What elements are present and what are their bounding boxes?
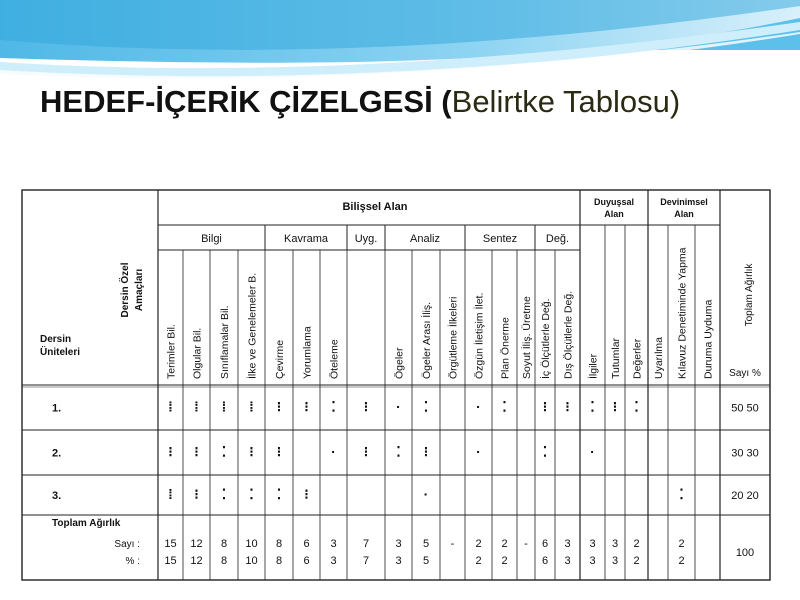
count-pct-header: Sayı % [729,368,761,379]
group-label: Kavrama [283,233,329,245]
footer-total: 100 [735,547,755,559]
footer-pct: 8 [275,555,283,567]
footer-title: Toplam Ağırlık [52,518,121,529]
footer-count: 5 [422,538,430,550]
footer-pct: 3 [330,555,337,567]
tally-mark: ⁚ [221,486,227,502]
row-label: 1. [52,402,62,415]
tally-mark: ⁝ [565,398,570,415]
tally-mark: · [396,398,401,415]
column-label: Tutumlar [610,337,622,379]
tally-mark: ⁝ [363,443,369,460]
tally-mark: ⁝ [276,443,282,460]
tally-mark: ⁚ [502,398,507,415]
footer-count: 10 [245,538,258,550]
column-label: Ögeler [393,347,406,379]
row-total: 30 30 [731,447,759,460]
corner-header-bottom: Dersin [40,334,72,345]
column-label: Dış Ölçütlerle Değ. [562,290,575,379]
tally-mark: ⁞ [221,398,227,415]
footer-count: 8 [275,538,283,550]
tally-mark: ⁞ [249,398,254,415]
tally-mark: · [476,398,481,415]
footer-count: 6 [541,538,549,550]
footer-pct: 6 [303,555,310,567]
footer-pct: 3 [564,555,571,567]
footer-pct: 8 [220,555,228,567]
footer-pct: 6 [541,555,549,567]
group-label: Sentez [482,233,518,245]
tally-mark: ⁝ [423,443,429,460]
row-label: 3. [52,490,62,502]
group-label: Analiz [410,233,440,245]
domain-label-devinimsel: Alan [674,209,694,219]
footer-pct-label: % : [125,556,140,567]
domain-label-bilissel: Bilişsel Alan [342,201,408,213]
footer-pct: 2 [501,555,508,567]
tally-mark: ⁝ [168,443,173,460]
footer-pct: 12 [190,555,203,567]
tally-mark: ⁚ [542,443,548,460]
footer-count: 15 [164,538,177,550]
footer-count: 12 [190,538,203,550]
tally-mark: ⁞ [194,398,199,415]
total-header: Toplam Ağırlık [744,263,755,327]
footer-count: 3 [395,538,402,550]
tally-mark: ⁚ [396,443,401,460]
tally-mark: ⁚ [276,486,282,502]
column-label: Soyut İliş. Üretme [521,296,533,379]
tally-mark: ⁝ [194,486,199,502]
tally-mark: ⁚ [249,486,254,502]
tally-mark: ⁚ [331,398,336,415]
tally-mark: ⁚ [634,398,639,415]
tally-mark: ⁝ [363,398,369,415]
corner-header-bottom: Üniteleri [40,347,81,358]
column-label: Duruma Uyduma [702,299,715,379]
footer-count: 2 [678,538,685,550]
footer-count: 2 [501,538,508,550]
row-label: 2. [52,447,62,460]
footer-pct: 3 [611,555,619,567]
footer-count: 7 [362,538,370,550]
tally-mark: ⁝ [304,398,309,415]
tally-mark: ⁝ [612,398,618,415]
slide-title-bold: HEDEF-İÇERİK ÇİZELGESİ ( [40,84,452,119]
footer-pct: 3 [395,555,402,567]
corner-header-top: Dersin Özel [120,262,131,318]
column-label: Örgütleme İlkeleri [447,296,460,379]
belirtke-table [0,180,800,600]
slide-title [40,82,760,122]
tally-mark: · [423,486,429,502]
domain-label-duyussal: Duyuşsal [593,197,635,207]
column-label: Ögeler Arası İliş. [421,301,433,379]
footer-count: 2 [475,538,482,550]
column-label: İç Ölçütlerle Değ. [540,298,552,379]
column-label: Çevirme [274,339,286,379]
column-label: İlke ve Genelemeler B. [246,272,259,379]
footer-pct: 7 [362,555,370,567]
column-label: Değerler [631,338,644,379]
corner-header-top: Amaçları [134,268,145,312]
row-total: 50 50 [731,402,759,415]
tally-mark: ⁝ [276,398,282,415]
tally-mark: ⁞ [168,398,173,415]
tally-mark: ⁚ [679,486,684,502]
column-label: Öteleme [328,339,341,379]
slide-title-rest: Belirtke Tablosu) [451,84,681,119]
tally-mark: ⁚ [423,398,429,415]
tally-mark: · [476,443,481,460]
domain-label-devinimsel: Devinimsel [660,197,708,207]
footer-pct: 2 [633,555,640,567]
column-label: İlgiler [587,353,600,379]
group-label: Uyg. [354,233,378,245]
footer-pct: 5 [422,555,430,567]
column-label: Kılavuz Denetiminde Yapma [676,247,689,379]
footer-count: 8 [220,538,228,550]
tally-mark: · [590,443,595,460]
column-label: Yorumlama [301,326,314,379]
footer-count: 2 [633,538,640,550]
footer-count-label: Sayı : [114,539,140,550]
row-total: 20 20 [731,490,759,502]
column-label: Sınıflamalar Bil. [219,305,231,379]
group-label: Bilgi [201,233,222,245]
footer-count: 6 [303,538,310,550]
column-label: Uyarılma [653,336,665,379]
footer-pct: 2 [678,555,685,567]
footer-count: - [450,538,455,550]
footer-count: 3 [330,538,337,550]
tally-mark: ⁝ [304,486,309,502]
footer-count: - [524,538,528,550]
tally-mark: ⁚ [590,398,595,415]
footer-count: 3 [611,538,619,550]
tally-mark: · [331,443,336,460]
footer-pct: 15 [164,555,177,567]
column-label: Terimler Bil. [165,324,178,379]
footer-pct: 2 [475,555,482,567]
column-label: Özgün İletişim İlet. [473,292,486,379]
tally-mark: ⁝ [194,443,199,460]
column-label: Olgular Bil. [191,327,204,379]
tally-mark: ⁝ [542,398,548,415]
footer-count: 3 [564,538,571,550]
tally-mark: ⁝ [249,443,254,460]
decorative-wave-banner [0,0,800,90]
group-label: Değ. [545,233,570,245]
footer-pct: 10 [245,555,258,567]
domain-label-duyussal: Alan [604,209,624,219]
column-label: Plan Önerme [499,317,512,379]
footer-count: 3 [589,538,596,550]
tally-mark: ⁚ [221,443,227,460]
tally-mark: ⁞ [168,486,173,502]
footer-pct: 3 [589,555,596,567]
